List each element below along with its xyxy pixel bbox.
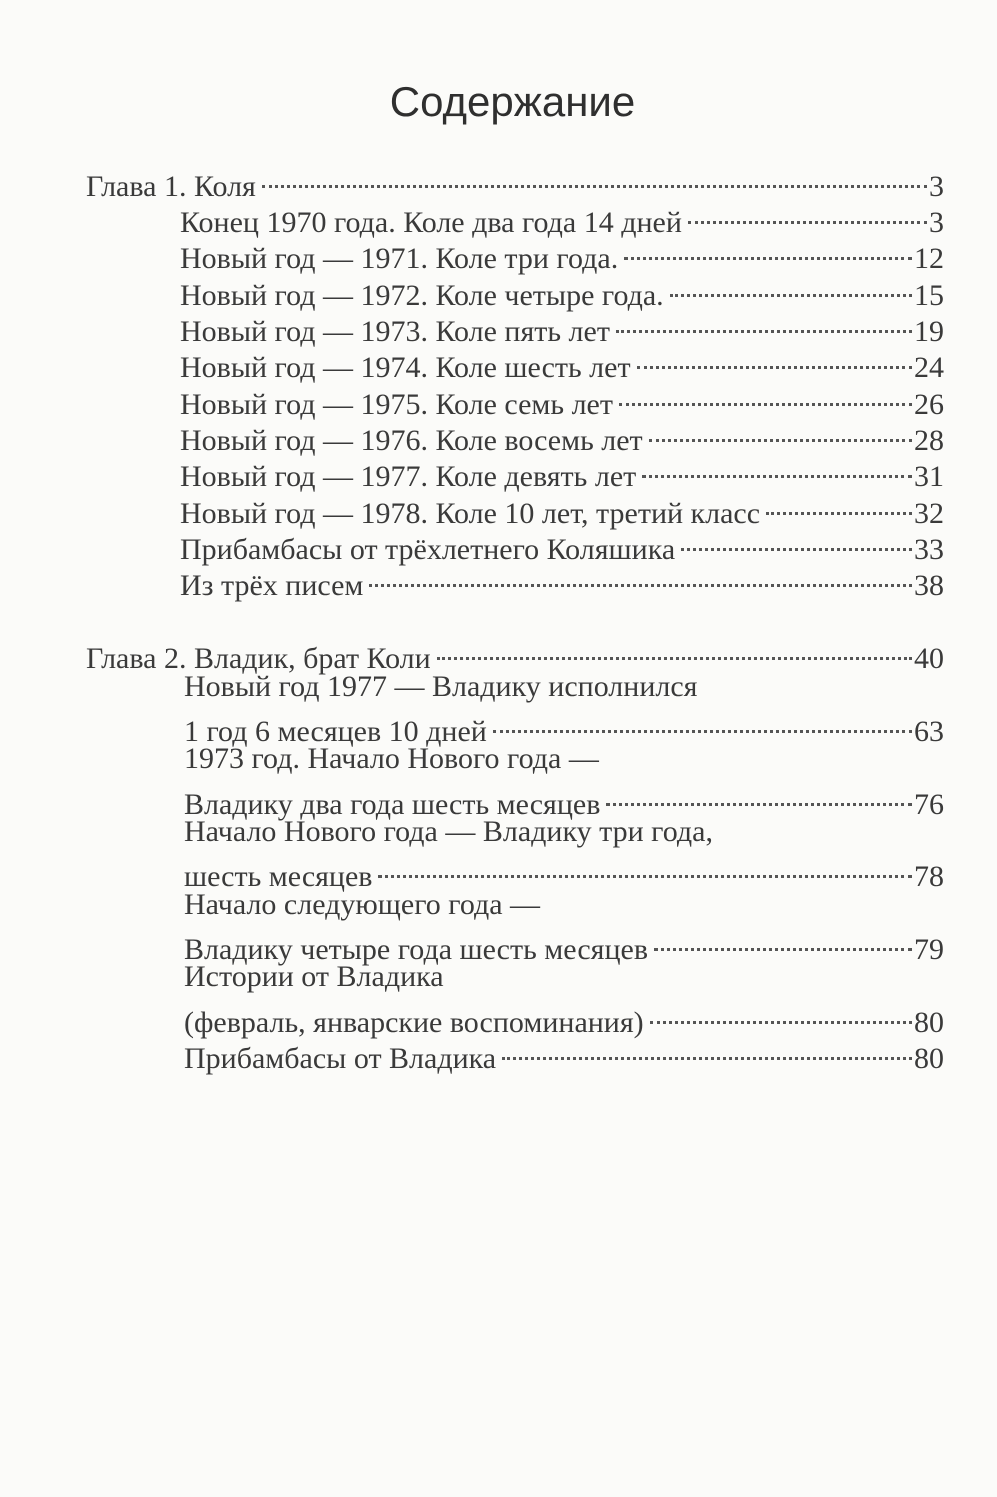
toc-page-number: 38 <box>914 569 944 602</box>
toc-entry-title: Новый год — 1972. Коле четыре года. <box>180 279 664 312</box>
dot-leader <box>369 559 912 595</box>
toc-entry-title: Владику два года шесть месяцев <box>184 788 601 821</box>
toc-entry[interactable] <box>184 996 944 1039</box>
toc-page-number: 63 <box>914 715 944 748</box>
toc-page-number: 24 <box>914 351 944 384</box>
toc-page-number: 3 <box>929 170 944 203</box>
toc-entry[interactable] <box>180 305 944 348</box>
toc-page-number: 19 <box>914 315 944 348</box>
dot-leader <box>493 705 912 741</box>
toc-entry-title: Новый год — 1974. Коле шесть лет <box>180 351 631 384</box>
toc-entry[interactable] <box>184 923 944 966</box>
toc-page-number: 40 <box>914 642 944 675</box>
toc-entry[interactable] <box>184 778 944 821</box>
toc-entry[interactable] <box>180 450 944 493</box>
toc-entry-title: Новый год — 1971. Коле три года. <box>180 242 619 275</box>
toc-entry-title: Новый год — 1976. Коле восемь лет <box>180 424 643 457</box>
toc-entry-title: (февраль, январские воспоминания) <box>184 1006 644 1039</box>
dot-leader <box>619 378 912 414</box>
toc-chapter-title: Глава 2. Владик, брат Коли <box>86 642 431 675</box>
toc-entry[interactable] <box>180 487 944 530</box>
dot-leader <box>262 160 927 196</box>
dot-leader <box>378 850 912 886</box>
dot-leader <box>606 778 912 814</box>
toc-chapter-1[interactable] <box>86 160 944 203</box>
toc-entry-title: Новый год — 1978. Коле 10 лет, третий класс <box>180 497 761 530</box>
toc-entry-title: Владику четыре года шесть месяцев <box>184 933 648 966</box>
dot-leader <box>616 305 912 341</box>
toc-page-number: 31 <box>914 460 944 493</box>
toc-page-number: 32 <box>914 497 944 530</box>
toc-entry[interactable] <box>180 196 944 239</box>
toc-entry-title: 1 год 6 месяцев 10 дней <box>184 715 487 748</box>
toc-entry[interactable] <box>180 269 944 312</box>
toc-entry-title: Прибамбасы от трёхлетнего Коляшика <box>180 533 676 566</box>
dot-leader <box>642 450 912 486</box>
dot-leader <box>502 1032 912 1068</box>
toc-entry-line1: Новый год 1977 — Владику исполнился <box>184 670 698 703</box>
toc-page-number: 28 <box>914 424 944 457</box>
toc-page-number: 3 <box>929 206 944 239</box>
toc-entry-title: Новый год — 1977. Коле девять лет <box>180 460 637 493</box>
toc-entry[interactable] <box>184 1032 944 1075</box>
toc-page-number: 26 <box>914 388 944 421</box>
toc-page-number: 33 <box>914 533 944 566</box>
toc-entry-line1: Начало Нового года — Владику три года, <box>184 815 713 848</box>
dot-leader <box>766 487 912 523</box>
toc-page-number: 78 <box>914 860 944 893</box>
dot-leader <box>688 196 927 232</box>
toc-entry-title: Новый год — 1973. Коле пять лет <box>180 315 610 348</box>
toc-entry[interactable] <box>180 232 944 275</box>
dot-leader <box>437 632 912 668</box>
toc-page-number: 15 <box>914 279 944 312</box>
toc-entry-line1: 1973 год. Начало Нового года — <box>184 742 599 775</box>
dot-leader <box>650 996 912 1032</box>
toc-entry-title: Прибамбасы от Владика <box>184 1042 497 1075</box>
toc-entry[interactable] <box>184 850 944 893</box>
dot-leader <box>624 232 912 268</box>
toc-page-number: 79 <box>914 933 944 966</box>
dot-leader <box>670 269 912 305</box>
toc-entry-line1: Начало следующего года — <box>184 888 541 921</box>
toc-page-number: 12 <box>914 242 944 275</box>
toc-entry[interactable] <box>180 341 944 384</box>
toc-entry[interactable] <box>180 523 944 566</box>
dot-leader <box>649 414 912 450</box>
toc-page-number: 80 <box>914 1042 944 1075</box>
toc-page-number: 76 <box>914 788 944 821</box>
toc-entry[interactable] <box>184 705 944 748</box>
toc-chapter-2[interactable] <box>86 632 944 675</box>
toc-entry-title: Новый год — 1975. Коле семь лет <box>180 388 613 421</box>
toc-entry[interactable] <box>180 559 944 602</box>
toc-entry-title: шесть месяцев <box>184 860 373 893</box>
toc-entry-title: Конец 1970 года. Коле два года 14 дней <box>180 206 682 239</box>
toc-chapter-title: Глава 1. Коля <box>86 170 256 203</box>
toc-entry-line1: Истории от Владика <box>184 960 444 993</box>
toc-page-number: 80 <box>914 1006 944 1039</box>
dot-leader <box>681 523 912 559</box>
dot-leader <box>637 341 912 377</box>
page-title: Содержание <box>389 78 636 125</box>
toc-entry[interactable] <box>180 378 944 421</box>
toc-entry[interactable] <box>180 414 944 457</box>
toc-entry-title: Из трёх писем <box>180 569 364 602</box>
dot-leader <box>654 923 912 959</box>
